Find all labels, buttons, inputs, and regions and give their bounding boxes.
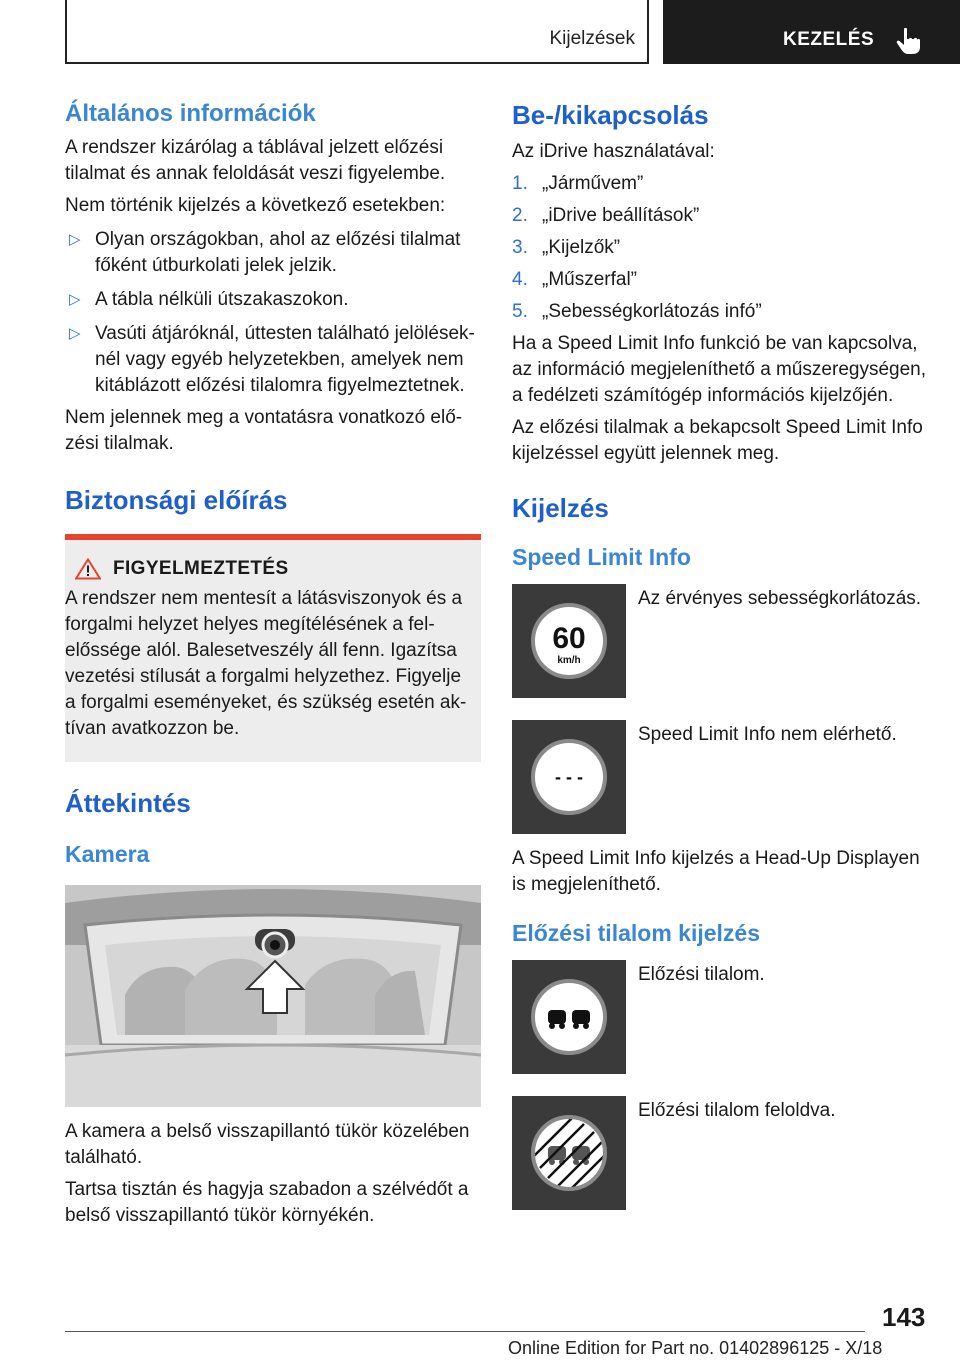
speed-limit-sign-image <box>512 584 626 698</box>
footer-divider <box>65 1331 865 1332</box>
warning-body: A rendszer nem mentesít a látásviszonyok és a forgalmi helyzet helyes megítélésének a felelőssége alól. Balesetveszély áll fenn. Igazítsa vezetési stílusát a forgalmi helyzethez. Figyelje a forgalmi eseményeket, és szükség esetén aktívan avatkozzon be. <box>65 587 467 739</box>
step-text: „Műszerfal” <box>542 269 638 291</box>
speed-limit-60-icon <box>512 584 626 698</box>
unavailable-dashes: - - - <box>555 766 583 787</box>
list-item <box>512 267 928 293</box>
onoff-text-2: Az előzési tilalmak a bekapcsolt Speed Limit Info kijelzéssel együtt jelennek meg. <box>512 417 923 465</box>
general-info-text-2: Nem történik kijelzés a következő esetekben: <box>65 194 446 216</box>
unavailable-sign-image <box>512 720 626 834</box>
page-number: 143 <box>882 1302 926 1332</box>
end-no-overtaking-sign-row <box>512 1096 928 1210</box>
list-item <box>65 227 481 279</box>
left-column <box>65 100 481 1229</box>
list-item <box>512 171 928 197</box>
list-item-text: Vasúti átjáróknál, úttesten található jelöléseknél vagy egyéb helyzetekben, amelyek nem kitáblázott előzési tilalomra figyelmeztetnek. <box>95 322 475 396</box>
list-item-text: Olyan országokban, ahol az előzési tilalmat főként útburkolati jelek jelzik. <box>95 228 461 276</box>
overview-heading: Áttekintés <box>65 787 191 818</box>
bullet-triangle-icon: ▷ <box>69 324 81 342</box>
end-no-overtaking-caption: Előzési tilalom feloldva. <box>638 1099 836 1121</box>
general-info-text-3: Nem jelennek meg a vontatásra vonatkozó előzési tilalmak. <box>65 406 463 454</box>
step-number: 1. <box>512 173 528 195</box>
step-text: „iDrive beállítások” <box>542 205 700 227</box>
no-overtaking-sign-row <box>512 960 928 1074</box>
header-section-tab <box>65 0 649 64</box>
list-item-text: A tábla nélküli útszakaszokon. <box>95 288 349 310</box>
safety-heading: Biztonsági előírás <box>65 484 288 515</box>
warning-box <box>65 534 481 762</box>
no-overtaking-heading: Előzési tilalom kijelzés <box>512 919 760 946</box>
step-number: 3. <box>512 237 528 259</box>
car-interior-camera-image <box>65 885 481 1107</box>
onoff-text-1: Ha a Speed Limit Info funkció be van kapcsolva, az információ megjeleníthető a műszeregységen, a fedélzeti számítógép információs kijelzőjén. <box>512 333 927 407</box>
camera-illustration <box>65 885 481 1107</box>
list-item <box>512 235 928 261</box>
step-text: „Kijelzők” <box>542 237 621 259</box>
camera-text-2: Tartsa tisztán és hagyja szabadon a szélvédőt a belső visszapillantó tükör környékén. <box>65 1178 469 1226</box>
end-of-no-overtaking-icon <box>512 1096 626 1210</box>
list-item <box>65 287 481 313</box>
end-no-overtaking-sign-image <box>512 1096 626 1210</box>
onoff-heading: Be-/kikapcsolás <box>512 100 709 130</box>
warning-triangle-icon <box>75 558 101 580</box>
bullet-triangle-icon: ▷ <box>69 290 81 308</box>
speed-sign-caption: Az érvényes sebességkorlátozás. <box>638 587 922 609</box>
list-item <box>65 321 481 399</box>
list-item <box>512 203 928 229</box>
camera-heading: Kamera <box>65 841 150 868</box>
step-number: 5. <box>512 301 528 323</box>
warning-title-row <box>65 558 471 580</box>
bullet-triangle-icon: ▷ <box>69 230 81 248</box>
footer-edition: Online Edition for Part no. 01402896125 - X/18 <box>508 1338 883 1358</box>
header-section-label: Kijelzések <box>549 28 635 49</box>
right-column <box>512 100 928 1210</box>
steps-list <box>512 171 928 325</box>
exceptions-list <box>65 227 481 399</box>
camera-text-1: A kamera a belső visszapillantó tükör közelében található. <box>65 1120 470 1168</box>
step-text: „Sebességkorlátozás infó” <box>542 301 762 323</box>
onoff-intro: Az iDrive használatával: <box>512 141 715 163</box>
speed-number: 60 <box>552 621 586 655</box>
unavailable-sign-row <box>512 720 928 834</box>
speed-limit-sign-row <box>512 584 928 698</box>
speed-limit-unavailable-icon <box>512 720 626 834</box>
unavailable-sign-caption: Speed Limit Info nem elérhető. <box>638 723 897 745</box>
warning-title: FIGYELMEZTETÉS <box>113 557 289 579</box>
hud-text: A Speed Limit Info kijelzés a Head-Up Displayen is megjeleníthető. <box>512 847 920 895</box>
header-chapter-label: KEZELÉS <box>783 29 875 50</box>
display-heading: Kijelzés <box>512 493 609 524</box>
no-overtaking-sign-image <box>512 960 626 1074</box>
speed-unit: km/h <box>557 654 581 666</box>
no-overtaking-icon <box>512 960 626 1074</box>
general-info-heading: Általános információk <box>65 100 316 127</box>
step-text: „Járművem” <box>542 173 644 195</box>
no-overtaking-caption: Előzési tilalom. <box>638 963 765 985</box>
step-number: 2. <box>512 205 528 227</box>
speed-limit-info-heading: Speed Limit Info <box>512 544 691 571</box>
general-info-text-1: A rendszer kizárólag a táblával jelzett előzési tilalmat és annak feloldását veszi figyelembe. <box>65 136 446 184</box>
pointing-hand-icon <box>896 27 922 55</box>
step-number: 4. <box>512 269 528 291</box>
list-item <box>512 299 928 325</box>
